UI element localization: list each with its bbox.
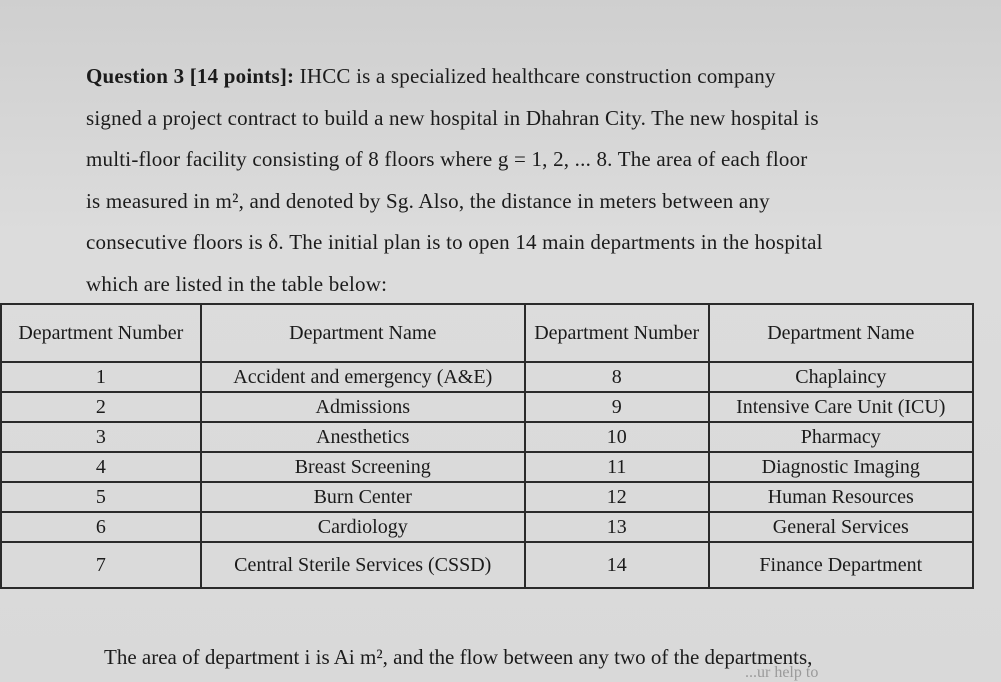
question-line-4: is measured in m², and denoted by Sg. Also, the distance in meters between any [86,188,770,213]
table-row [1,422,973,452]
table-row [1,452,973,482]
table-row [1,362,973,392]
question-text [86,56,946,305]
question-line-3: multi-floor facility consisting of 8 floors where g = 1, 2, ... 8. The area of each floor [86,147,808,171]
header-department-number-2: Department Number [525,304,709,362]
department-name: Pharmacy [709,422,973,452]
department-name: Human Resources [709,482,973,512]
department-number: 14 [525,542,709,588]
question-line-1: Question 3 [14 points]: IHCC is a specialized healthcare construction company [86,64,776,88]
department-name: Intensive Care Unit (ICU) [709,392,973,422]
table-row [1,512,973,542]
department-number: 5 [1,482,201,512]
question-line-6: which are listed in the table below: [86,271,388,296]
department-number: 9 [525,392,709,422]
footer-text: The area of department i is Ai m², and the flow between any two of the departments, [104,645,813,669]
department-number: 7 [1,542,201,588]
department-number: 11 [525,452,709,482]
department-name: Chaplaincy [709,362,973,392]
department-number: 4 [1,452,201,482]
department-number: 8 [525,362,709,392]
department-number: 12 [525,482,709,512]
department-number: 10 [525,422,709,452]
question-line-5: consecutive floors is δ. The initial plan is to open 14 main departments in the hospital [86,230,823,254]
header-department-name-2: Department Name [709,304,973,362]
header-department-name-1: Department Name [201,304,525,362]
department-name: General Services [709,512,973,542]
department-name: Accident and emergency (A&E) [201,362,525,392]
department-number: 2 [1,392,201,422]
department-name: Admissions [201,392,525,422]
table-row [1,482,973,512]
department-name: Diagnostic Imaging [709,452,973,482]
department-name: Breast Screening [201,452,525,482]
department-name: Finance Department [709,542,973,588]
department-name: Cardiology [201,512,525,542]
question-heading: Question 3 [14 points]: [86,64,295,88]
departments-table [0,303,974,589]
table-row [1,392,973,422]
department-number: 3 [1,422,201,452]
table-header-row [1,304,973,362]
department-number: 1 [1,362,201,392]
question-line-2: signed a project contract to build a new hospital in Dhahran City. The new hospital is [86,105,819,130]
department-name: Burn Center [201,482,525,512]
department-number: 6 [1,512,201,542]
table-row [1,542,973,588]
department-name: Central Sterile Services (CSSD) [201,542,525,588]
department-name: Anesthetics [201,422,525,452]
department-number: 13 [525,512,709,542]
header-department-number-1: Department Number [1,304,201,362]
footer-cutoff-text: ...ur help to [745,664,819,681]
